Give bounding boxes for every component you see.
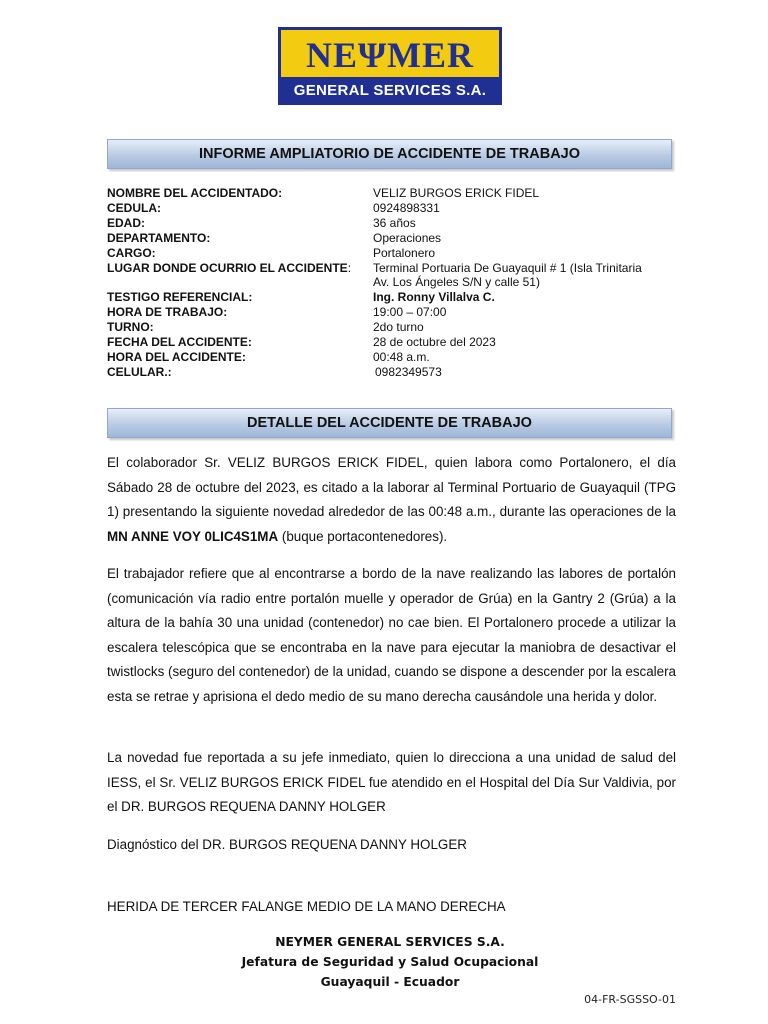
info-row-id — [107, 201, 687, 216]
witness-label: TESTIGO REFERENCIAL: — [107, 290, 253, 305]
logo-subtitle-text: GENERAL SERVICES S.A. — [293, 82, 487, 99]
detail-paragraph-2: El trabajador refiere que al encontrarse a bordo de la nave realizando las labores de portalón (comunicación vía radio entre portalón muelle y operador de Grúa) en la Gantry 2 (Grúa) a la altura de la bahía 30 una unidad (contenedor) no cae bien. El Portalonero procede a utilizar la escalera telescópica que se encontraba en la nave para ejecutar la maniobra de desactivar el twistlocks (seguro del contenedor) de la unidad, cuando se dispone a descender por la escalera esta se retrae y aprisiona el dedo medio de su mano derecha causándole una herida y dolor. — [107, 566, 676, 704]
footer-department: Jefatura de Seguridad y Salud Ocupacional — [241, 955, 539, 969]
shift-label: TURNO: — [107, 320, 154, 335]
id-value: 0924898331 — [373, 200, 440, 215]
detail-paragraph-1 — [107, 451, 676, 549]
date-label: FECHA DEL ACCIDENTE: — [107, 335, 252, 350]
role-value: Portalonero — [373, 245, 436, 260]
name-label: NOMBRE DEL ACCIDENTADO: — [107, 186, 283, 200]
work-hours-value: 19:00 – 07:00 — [373, 305, 447, 320]
work-hours-label: HORA DE TRABAJO: — [107, 305, 228, 320]
logo-brand-text: NEΨMER — [305, 35, 475, 75]
footer-company: NEYMER GENERAL SERVICES S.A. — [275, 935, 505, 949]
diagnosis-text: HERIDA DE TERCER FALANGE MEDIO DE LA MANO DERECHA — [107, 899, 506, 914]
id-label: CEDULA: — [107, 200, 161, 215]
vessel-name: MN ANNE VOY 0LIC4S1MA — [107, 528, 279, 544]
paragraph-1-ending: (buque portacontenedores). — [278, 528, 448, 544]
role-label: CARGO: — [107, 245, 156, 260]
info-row-shift — [107, 320, 687, 335]
info-row-age — [107, 216, 687, 231]
info-row-department — [107, 231, 687, 246]
place-label-text: LUGAR DONDE OCURRIO EL ACCIDENTE — [107, 260, 348, 275]
report-title-banner: INFORME AMPLIATORIO DE ACCIDENTE DE TRABAJO — [107, 139, 672, 169]
info-row-role — [107, 246, 687, 261]
phone-label: CELULAR.: — [107, 364, 172, 379]
department-value: Operaciones — [373, 230, 442, 245]
shift-value: 2do turno — [373, 320, 424, 335]
logo-subtitle-panel — [278, 77, 502, 105]
department-label: DEPARTAMENTO: — [107, 230, 211, 245]
place-label — [107, 261, 351, 276]
info-row-date — [107, 335, 687, 350]
place-value-line-1: Terminal Portuaria De Guayaquil # 1 (Isla Trinitaria — [373, 260, 642, 275]
footer-city: Guayaquil - Ecuador — [320, 975, 460, 989]
diagnosis-heading: Diagnóstico del DR. BURGOS REQUENA DANNY HOLGER — [107, 837, 467, 852]
info-row-time — [107, 350, 687, 365]
time-label: HORA DEL ACCIDENTE: — [107, 349, 246, 364]
detail-title-banner: DETALLE DEL ACCIDENTE DE TRABAJO — [107, 408, 672, 438]
info-row-name — [107, 186, 687, 201]
accident-info-block — [107, 186, 687, 380]
company-logo — [278, 27, 502, 105]
place-label-colon: : — [347, 260, 352, 275]
witness-value: Ing. Ronny Villalva C. — [373, 290, 495, 305]
place-value-line-2: Av. Los Ángeles S/N y calle 51) — [373, 275, 540, 290]
info-row-witness — [107, 290, 687, 305]
age-value: 36 años — [373, 215, 416, 230]
phone-value: 0982349573 — [375, 364, 442, 379]
age-label: EDAD: — [107, 215, 145, 230]
info-row-phone — [107, 365, 687, 380]
detail-paragraph-3: La novedad fue reportada a su jefe inmediato, quien lo direcciona a una unidad de salud del IESS, el Sr. VELIZ BURGOS ERICK FIDEL fue atendido en el Hospital del Día Sur Valdivia, por el DR. BURGOS REQUENA DANNY HOLGER — [107, 750, 676, 815]
time-value: 00:48 a.m. — [373, 349, 430, 364]
info-row-work-hours — [107, 305, 687, 320]
info-row-place — [107, 261, 687, 291]
document-code: 04-FR-SGSSO-01 — [584, 993, 676, 1006]
paragraph-1-intro: El colaborador Sr. VELIZ BURGOS ERICK FIDEL, quien labora como Portalonero, el día Sábado 28 de octubre del 2023, es citado a la laborar al Terminal Portuario de Guayaquil (TPG 1) presentando la siguiente novedad alrededor de las 00:48 a.m., durante las operaciones de la — [107, 455, 676, 520]
date-value: 28 de octubre del 2023 — [373, 335, 496, 350]
logo-brand-panel — [278, 27, 502, 77]
name-value: VELIZ BURGOS ERICK FIDEL — [373, 186, 540, 200]
